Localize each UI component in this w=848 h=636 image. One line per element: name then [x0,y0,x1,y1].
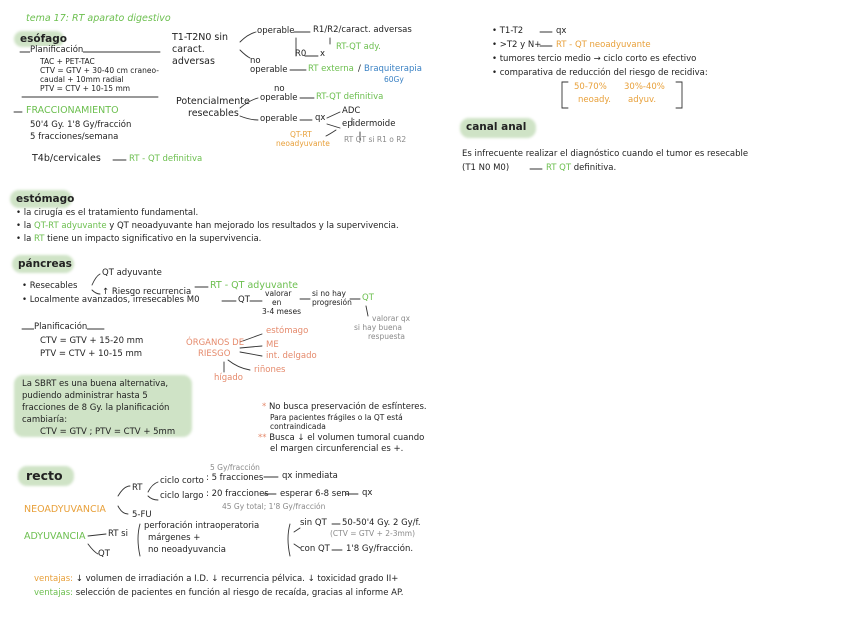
recto-qx-inm: qx inmediata [282,471,338,481]
pancreas-nota2-text: Busca ↓ el volumen tumoral cuando [269,433,425,443]
pancreas-valorar: valorar [265,289,292,298]
recto-margenes: márgenes + [148,533,201,543]
esofago-heading: esófago [20,33,67,45]
esofago-r1r2: R1/R2/caract. adversas [313,25,412,35]
estomago-line: • la QT-RT adyuvante y QT neoadyuvante han mejorado los resultados y la supervivencia. [16,221,399,231]
canal-anal-line2b [546,164,616,174]
estomago-line-text: la [23,221,34,231]
estomago-line-text: RT [34,234,45,244]
esofago-adc: ADC [342,106,361,116]
recto-ventajas1-label: ventajas: [34,574,74,584]
recto-ventajas2 [34,589,403,599]
right-line-3: • tumores tercio medio → ciclo corto es efectivo [492,54,697,64]
pancreas-nota2 [258,434,424,444]
recto-5gy: 5 Gy/fracción [210,463,260,472]
recto-esperar: esperar 6-8 sem [280,489,350,499]
esofago-t4b: T4b/cervicales [32,153,101,164]
right-line-1: • T1-T2 [492,26,524,36]
esofago-pot-resec2: resecables [188,108,239,119]
esofago-rtqt-r1r2: RT QT si R1 o R2 [344,135,407,144]
pancreas-oar-me: ME [266,340,279,350]
recto-qx: qx [362,488,373,498]
right-box2b: adyuv. [628,95,657,105]
pancreas-nota2b: el margen circunferencial es +. [270,444,404,454]
pancreas-localmente-text: Localmente avanzados, irresecables M0 [29,295,200,305]
esofago-fraccionamiento-label: FRACCIONAMIENTO [26,105,119,116]
pancreas-oar-estomago: estómago [266,326,309,336]
pancreas-heading: páncreas [18,258,72,270]
pancreas-nota1b: Para pacientes frágiles o la QT está [270,413,403,422]
canal-anal-heading: canal anal [466,121,527,133]
pancreas-ptv: PTV = CTV + 10-15 mm [40,349,143,359]
recto-ventajas1-text: ↓ volumen de irradiación a I.D. ↓ recurrencia pélvica. ↓ toxicidad grado II+ [75,574,399,584]
recto-con-qt-res: 1'8 Gy/fracción. [346,544,414,554]
pancreas-qt-ady: QT adyuvante [102,268,162,278]
pancreas-sino: si no hay [312,289,346,298]
esofago-plan-line: caudal + 10mm radial [40,75,124,84]
esofago-rt-externa: RT externa [308,64,354,74]
pancreas-nota1-text: No busca preservación de esfínteres. [268,402,427,412]
recto-sin-qt-res: 50-50'4 Gy. 2 Gy/f. [342,518,421,528]
pancreas-resecables-text: Resecables [29,281,78,291]
pancreas-oar-int-delgado: int. delgado [266,351,317,361]
canal-anal-def: definitiva. [571,163,617,173]
sbrt-line: CTV = GTV ; PTV = CTV + 5mm [40,427,176,437]
recto-5fu: 5-FU [132,510,152,520]
pancreas-organos: ÓRGANOS DE [186,338,245,348]
esofago-rtqt-ady: RT-QT ady. [336,42,381,52]
right-line-4-text: comparativa de reducción del riesgo de recidiva: [499,68,708,78]
esofago-frac-line: 5 fracciones/semana [30,132,119,142]
recto-rt-si: RT si [108,529,128,539]
esofago-braquiterapia: Braquiterapia [364,64,422,74]
recto-adyuv: ADYUVANCIA [24,531,86,542]
esofago-plan-line: TAC + PET-TAC [40,57,95,66]
pancreas-planificacion-label: Planificación [34,322,88,332]
recto-sin-qt: sin QT [300,518,327,528]
sbrt-line: La SBRT es una buena alternativa, [22,379,169,389]
recto-ciclo-largo: ciclo largo [160,491,204,501]
recto-ciclo-corto: ciclo corto [160,476,204,486]
recto-con-qt: con QT [300,544,330,554]
recto-heading: recto [26,468,63,483]
estomago-line: • la cirugía es el tratamiento fundamental. [16,208,199,218]
pancreas-oar-rinones: riñones [254,365,286,375]
pancreas-valorar-qx: valorar qx [372,314,411,323]
esofago-planificacion-label: Planificación [30,45,84,55]
esofago-qtrt-neo2: neoadyuvante [276,139,330,148]
esofago-adversas: adversas [172,56,215,67]
esofago-plan-line: PTV = CTV + 10-15 mm [40,84,131,93]
right-line-4: • comparativa de reducción del riesgo de recidiva: [492,68,708,78]
canal-anal-rtqt: RT QT [546,163,572,173]
esofago-r0: R0 [295,49,307,59]
estomago-line-text: y QT neoadyuvante han mejorado los resultados y la supervivencia. [106,221,399,231]
esofago-qx: qx [315,113,326,123]
recto-ventajas2-text: selección de pacientes en función al riesgo de recaída, gracias al informe AP. [75,588,404,598]
recto-qt: QT [98,549,110,559]
esofago-no2: no [274,84,285,94]
canal-anal-line2 [462,164,509,174]
pancreas-nota1c: contraindicada [270,422,326,431]
right-box1b: neoady. [578,95,611,105]
esofago-pot-resec: Potencialmente [176,96,250,107]
recto-5fracc: : 5 fracciones [206,473,264,483]
pancreas-valorar-qx2: si hay buena [354,323,403,332]
estomago-line-text: QT-RT adyuvante [34,221,107,231]
esofago-plan-line: CTV = GTV + 30-40 cm craneo- [40,66,159,75]
pancreas-qt: QT [238,295,250,305]
pancreas-resecables: • Resecables [22,281,78,291]
pancreas-oar-higado: hígado [214,373,243,383]
pancreas-qt2: QT [362,293,374,303]
right-box2a: 30%-40% [624,82,665,92]
esofago-frac-line: 50'4 Gy. 1'8 Gy/fracción [30,120,132,130]
right-line-2b: RT - QT neoadyuvante [556,40,651,50]
right-box1a: 50-70% [574,82,607,92]
pancreas-riesgo: ↑ Riesgo recurrencia [102,287,192,297]
recto-20fracc: : 20 fracciones [206,489,269,499]
recto-45gy: 45 Gy total; 1'8 Gy/fracción [222,502,326,511]
right-line-2a: >T2 y N+ [499,40,542,50]
recto-rt: RT [132,483,143,493]
recto-ventajas1 [34,575,398,585]
canal-anal-line1: Es infrecuente realizar el diagnóstico cuando el tumor es resecable [462,149,749,159]
esofago-epidermoide: epidermoide [342,119,396,129]
canal-anal-stage: (T1 N0 M0) [462,163,510,173]
pancreas-valorar-qx3: respuesta [368,332,406,341]
esofago-slash: / [358,64,361,74]
right-line-2: • >T2 y N+ [492,40,542,50]
pancreas-nota1 [262,403,427,413]
esofago-qtrt-neo: QT-RT [290,130,312,139]
pancreas-valorar3: 3-4 meses [262,307,301,316]
esofago-operable2: operable [250,65,288,75]
pancreas-organos2: RIESGO [198,349,231,359]
recto-perf: perforación intraoperatoria [144,521,260,531]
asterisk-mark: ** [258,433,267,443]
estomago-line: • la RT tiene un impacto significativo en la supervivencia. [16,234,262,244]
recto-sin-qt-ctv: (CTV = GTV + 2-3mm) [330,529,416,538]
esofago-t4b-result: RT - QT definitiva [129,154,203,164]
esofago-operable4: operable [260,114,298,124]
right-line-3-text: tumores tercio medio → ciclo corto es efectivo [499,54,697,64]
esofago-no: no [250,56,261,66]
recto-neoady: NEOADYUVANCIA [24,504,106,515]
recto-no-neo: no neoadyuvancia [148,545,226,555]
pancreas-ctv: CTV = GTV + 15-20 mm [40,336,144,346]
recto-ventajas2-label: ventajas: [34,588,74,598]
page-title: tema 17: RT aparato digestivo [26,13,171,24]
pancreas-sino2: progresión [312,298,352,307]
esofago-operable3: operable [260,93,298,103]
esofago-caract: caract. [172,44,205,55]
esofago-t1t2n0: T1-T2N0 sin [172,32,229,43]
esofago-operable: operable [257,26,295,36]
pancreas-localmente: • Localmente avanzados, irresecables M0 [22,295,200,305]
sbrt-line: pudiendo administrar hasta 5 [22,391,148,401]
esofago-rtqt-def: RT-QT definitiva [316,92,384,102]
esofago-60gy: 60Gy [384,75,404,84]
sbrt-line: cambiaría: [22,415,68,425]
pancreas-valorar2: en [272,298,282,307]
estomago-line-text: la [23,234,34,244]
estomago-line-text: la cirugía es el tratamiento fundamental. [23,208,199,218]
estomago-heading: estómago [16,193,75,205]
pancreas-rtqt-ady: RT - QT adyuvante [210,280,299,291]
estomago-line-text: tiene un impacto significativo en la supervivencia. [44,234,262,244]
right-line-1a: T1-T2 [499,26,524,36]
sbrt-line: fracciones de 8 Gy. la planificación [22,403,170,413]
esofago-x: x [320,49,326,59]
right-line-1b: qx [556,26,567,36]
asterisk-mark: * [262,402,267,412]
